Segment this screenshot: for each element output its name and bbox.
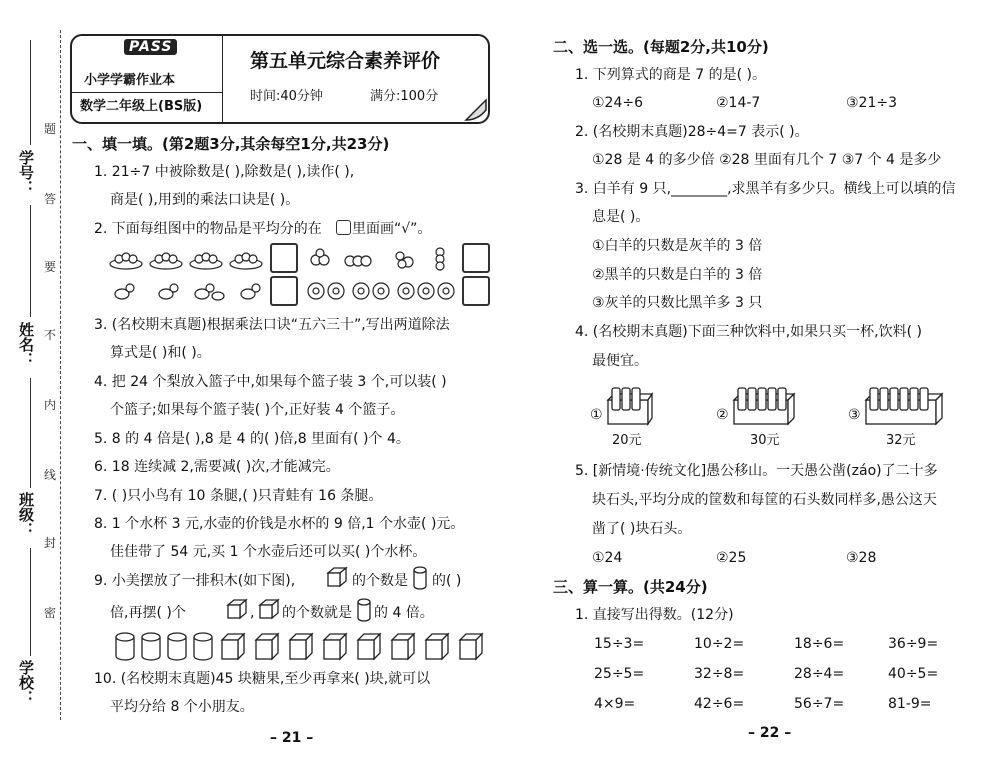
series-name: 小学学霸作业本 xyxy=(84,73,176,88)
binding-word: 要 xyxy=(44,260,57,274)
calc-item: 18÷6= xyxy=(794,636,845,652)
q4-line1: 4. 把 24 个梨放入篮子中,如果每个篮子装 3 个,可以装( ) xyxy=(94,374,447,390)
q9-line1c: 的( ) xyxy=(432,573,462,589)
school-line xyxy=(30,548,31,656)
s2-q5-line2: 块石头,平均分成的筐数和每筐的石头数同样多,愚公这天 xyxy=(592,492,937,508)
wheels-icon xyxy=(306,280,461,302)
calc-item: 56÷7= xyxy=(794,696,845,712)
q9-line2d: 的 4 倍。 xyxy=(374,605,434,621)
calc-item: 4×9= xyxy=(594,696,636,712)
q10-line2: 平均分给 8 个小朋友。 xyxy=(110,699,254,715)
page-title: 第五单元综合素养评价 xyxy=(250,50,441,72)
page-curl-icon xyxy=(466,100,488,122)
fruit-plates-icon xyxy=(108,248,268,270)
section-2-title: 二、选一选。(每题2分,共10分) xyxy=(553,38,769,56)
section-3-title: 三、算一算。(共24分) xyxy=(553,578,708,596)
answer-box[interactable] xyxy=(270,276,298,306)
drink-crate-8-icon xyxy=(864,384,944,428)
s2-q3-line2: 息是( )。 xyxy=(592,209,650,225)
blocks-row xyxy=(114,632,494,662)
drink-crate-4-icon xyxy=(606,384,654,428)
s2-q5-option: ①24 xyxy=(592,550,623,566)
cylinder-icon xyxy=(412,566,428,590)
cube-icon xyxy=(326,566,348,588)
q8-line2: 佳佳带了 54 元,买 1 个水壶后还可以买( )个水杯。 xyxy=(110,544,427,560)
cut-line xyxy=(60,30,61,720)
drink-crate-6-icon xyxy=(732,384,796,428)
drink-price-3: 32元 xyxy=(886,433,916,448)
drink-option-3-mark: ③ xyxy=(848,407,861,423)
s2-q1-text: 1. 下列算式的商是 7 的是( )。 xyxy=(575,67,766,83)
s2-q1-option: ③21÷3 xyxy=(846,95,898,111)
q3-line1: 3. (名校期末真题)根据乘法口诀“五六三十”,写出两道除法 xyxy=(94,317,450,333)
s2-q1-option: ②14-7 xyxy=(716,95,761,111)
header-box xyxy=(70,34,490,124)
cylinder-icon xyxy=(356,598,372,622)
q5-text: 5. 8 的 4 倍是( ),8 是 4 的( )倍,8 里面有( )个 4。 xyxy=(94,431,410,447)
binding-word: 答 xyxy=(44,192,57,206)
calc-item: 28÷4= xyxy=(794,666,845,682)
q2-text-end: 里面画“√”。 xyxy=(352,221,432,237)
s2-q3-option: ②黑羊的只数是白羊的 3 倍 xyxy=(592,267,763,283)
section-1-title: 一、填一填。(第2题3分,其余每空1分,共23分) xyxy=(72,135,390,153)
answer-box-sample xyxy=(336,220,351,235)
drink-option-1-mark: ① xyxy=(590,407,603,423)
calc-item: 36÷9= xyxy=(888,636,939,652)
q9-line2b: , xyxy=(250,605,255,621)
q3-line2: 算式是( )和( )。 xyxy=(110,345,211,361)
pass-logo: PASS xyxy=(124,39,177,55)
name-label: 姓名： xyxy=(17,322,35,367)
s2-q1-option: ①24÷6 xyxy=(592,95,644,111)
s2-q5-line1: 5. [新情境·传统文化]愚公移山。一天愚公凿(záo)了二十多 xyxy=(575,463,938,479)
q1-line2: 商是( ),用到的乘法口诀是( )。 xyxy=(110,192,300,208)
s2-q3-line1: 3. 白羊有 9 只,________,求黑羊有多少只。横线上可以填的信 xyxy=(575,181,956,197)
calc-item: 25÷5= xyxy=(594,666,645,682)
s2-q5-option: ③28 xyxy=(846,550,877,566)
calc-item: 42÷6= xyxy=(694,696,745,712)
q10-line1: 10. (名校期末真题)45 块糖果,至少再拿来( )块,就可以 xyxy=(94,671,431,687)
s2-q5-line3: 凿了( )块石头。 xyxy=(592,521,692,537)
cube-icon xyxy=(258,598,280,620)
full-score: 满分:100分 xyxy=(370,89,439,104)
s2-q5-option: ②25 xyxy=(716,550,747,566)
binding-word: 内 xyxy=(44,398,57,412)
s2-q4-line1: 4. (名校期末真题)下面三种饮料中,如果只买一杯,饮料( ) xyxy=(575,324,923,340)
calc-item: 15÷3= xyxy=(594,636,645,652)
time-limit: 时间:40分钟 xyxy=(250,89,323,104)
s2-q4-line2: 最便宜。 xyxy=(592,353,648,369)
q2-text: 2. 下面每组图中的物品是平均分的在 xyxy=(94,221,322,237)
s2-q3-option: ①白羊的只数是灰羊的 3 倍 xyxy=(592,238,763,254)
header-divider xyxy=(222,36,223,122)
page-number-21: – 21 – xyxy=(270,730,314,746)
s2-q2-text: 2. (名校期末真题)28÷4=7 表示( )。 xyxy=(575,124,809,140)
header-divider-h xyxy=(72,92,222,93)
page-number-22: – 22 – xyxy=(748,725,792,741)
answer-box[interactable] xyxy=(462,276,490,306)
student-id-line xyxy=(30,40,31,145)
q9-line2c: 的个数就是 xyxy=(282,605,352,621)
binding-word: 封 xyxy=(44,536,57,550)
drink-price-2: 30元 xyxy=(750,433,780,448)
binding-word: 不 xyxy=(44,328,57,342)
chicks-icon xyxy=(110,280,270,302)
school-label: 学校： xyxy=(17,660,35,705)
q1-line1: 1. 21÷7 中被除数是( ),除数是( ),读作( ), xyxy=(94,164,355,180)
answer-box[interactable] xyxy=(462,243,490,273)
grade-label: 数学二年级上(BS版) xyxy=(80,99,203,114)
s2-q2-options: ①28 是 4 的多少倍 ②28 里面有几个 7 ③7 个 4 是多少 xyxy=(592,152,942,168)
cube-icon xyxy=(226,598,248,620)
answer-box[interactable] xyxy=(270,243,298,273)
q7-text: 7. ( )只小鸟有 10 条腿,( )只青蛙有 16 条腿。 xyxy=(94,488,383,504)
drink-option-2-mark: ② xyxy=(716,407,729,423)
q9-line2: 倍,再摆( )个 xyxy=(110,605,186,621)
calc-item: 32÷8= xyxy=(694,666,745,682)
name-line xyxy=(30,205,31,317)
calc-item: 10÷2= xyxy=(694,636,745,652)
s3-q1-text: 1. 直接写出得数。(12分) xyxy=(575,607,734,623)
binding-word: 题 xyxy=(44,122,57,136)
q9-line1b: 的个数是 xyxy=(352,573,408,589)
calc-item: 81-9= xyxy=(888,696,932,712)
apples-icon xyxy=(308,248,458,270)
s2-q3-option: ③灰羊的只数比黑羊多 3 只 xyxy=(592,295,763,311)
class-label: 班级： xyxy=(17,492,35,537)
binding-word: 密 xyxy=(44,606,57,620)
class-line xyxy=(30,378,31,488)
q4-line2: 个篮子;如果每个篮子装( )个,正好装 4 个篮子。 xyxy=(110,402,405,418)
q9-line1: 9. 小美摆放了一排积木(如下图), xyxy=(94,573,296,589)
q6-text: 6. 18 连续减 2,需要减( )次,才能减完。 xyxy=(94,459,340,475)
binding-word: 线 xyxy=(44,468,57,482)
student-id-label: 学号： xyxy=(17,150,35,195)
calc-item: 40÷5= xyxy=(888,666,939,682)
q8-line1: 8. 1 个水杯 3 元,水壶的价钱是水杯的 9 倍,1 个水壶( )元。 xyxy=(94,516,465,532)
drink-price-1: 20元 xyxy=(612,433,642,448)
